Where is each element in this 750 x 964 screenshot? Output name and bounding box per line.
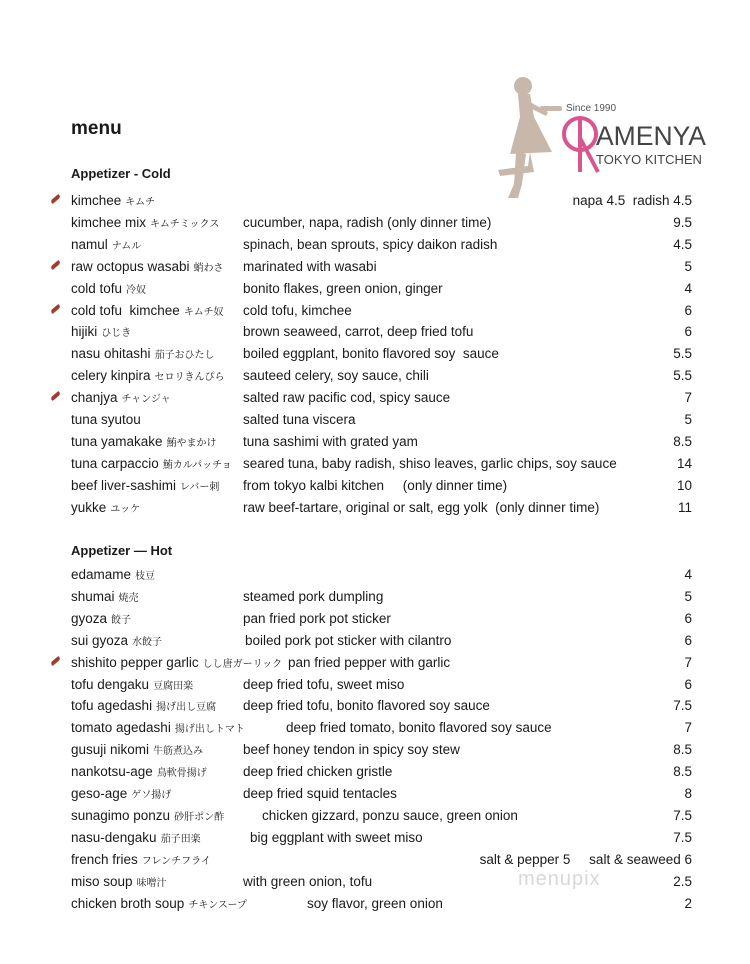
item-price: 8 bbox=[684, 786, 692, 801]
chili-pepper-icon bbox=[50, 391, 61, 401]
item-name-en: namul bbox=[71, 236, 108, 252]
item-name bbox=[71, 564, 155, 588]
item-name-jp: フレンチフライ bbox=[141, 855, 211, 867]
item-name bbox=[71, 739, 203, 763]
item-description: sauteed celery, soy sauce, chili bbox=[243, 368, 429, 384]
item-name-jp: 牛筋煮込み bbox=[153, 746, 204, 758]
item-name-en: tuna yamakake bbox=[71, 433, 163, 449]
item-name bbox=[71, 365, 225, 389]
item-price: 8.5 bbox=[673, 764, 692, 780]
item-description: chicken gizzard, ponzu sauce, green onion bbox=[262, 807, 518, 823]
item-name bbox=[71, 674, 193, 698]
item-name-jp: チキンスープ bbox=[188, 899, 247, 911]
item-name bbox=[71, 849, 211, 873]
item-description: deep fried chicken gristle bbox=[243, 764, 393, 780]
item-name-en: nasu ohitashi bbox=[71, 346, 151, 362]
menu-item bbox=[71, 586, 692, 608]
item-name-jp: 冷奴 bbox=[126, 284, 147, 296]
item-name bbox=[71, 321, 131, 345]
item-price: 7.5 bbox=[673, 829, 692, 845]
item-price: napa 4.5 radish 4.5 bbox=[572, 193, 692, 208]
item-name-en: nasu-dengaku bbox=[71, 829, 157, 845]
page-title: menu bbox=[71, 118, 122, 139]
item-price: 5 bbox=[684, 588, 692, 604]
waitress-silhouette-icon bbox=[490, 72, 720, 204]
item-name bbox=[71, 234, 141, 258]
item-name-en: gyoza bbox=[71, 610, 108, 626]
item-name bbox=[71, 343, 215, 367]
menu-item bbox=[71, 212, 692, 234]
item-description: with green onion, tofu bbox=[243, 873, 373, 889]
item-name-jp: 揚げ出しトマト bbox=[174, 724, 245, 736]
item-description: from tokyo kalbi kitchen (only dinner time) bbox=[243, 477, 508, 493]
item-price: 5.5 bbox=[673, 346, 692, 362]
item-name bbox=[71, 695, 216, 719]
chili-pepper-icon bbox=[50, 260, 61, 270]
section-heading: Appetizer — Hot bbox=[71, 543, 173, 558]
item-name bbox=[71, 783, 171, 807]
menu-item bbox=[71, 343, 692, 365]
item-name bbox=[71, 475, 219, 499]
item-price: 8.5 bbox=[673, 433, 692, 449]
menu-item bbox=[71, 190, 692, 212]
item-name-en: chanjya bbox=[71, 390, 118, 406]
chili-pepper-icon bbox=[50, 656, 61, 666]
item-name-en: cold tofu bbox=[71, 280, 123, 296]
item-price: 9.5 bbox=[673, 214, 692, 230]
item-price: 11 bbox=[677, 499, 692, 515]
item-name bbox=[71, 586, 139, 610]
item-price: 4 bbox=[684, 567, 692, 582]
item-name bbox=[71, 387, 171, 411]
menu-item bbox=[71, 256, 692, 278]
item-name-en: tuna carpaccio bbox=[71, 455, 159, 471]
item-name bbox=[71, 431, 217, 455]
item-price: 7 bbox=[684, 654, 692, 670]
item-price: 2.5 bbox=[673, 873, 692, 889]
item-price: 5.5 bbox=[673, 368, 692, 384]
item-name bbox=[71, 278, 146, 302]
menu-item bbox=[71, 783, 692, 805]
item-name-jp: 揚げ出し豆腐 bbox=[156, 702, 217, 714]
item-name-en: gusuji nikomi bbox=[71, 742, 150, 758]
item-description: boiled pork pot sticker with cilantro bbox=[245, 632, 452, 648]
item-name-jp: 茄子おひたし bbox=[154, 350, 215, 362]
item-price: 6 bbox=[684, 610, 692, 626]
item-name-jp: キムチ奴 bbox=[183, 306, 224, 318]
item-name-jp: 茄子田楽 bbox=[160, 833, 201, 845]
menu-item bbox=[71, 431, 692, 453]
menu-item bbox=[71, 717, 692, 739]
logo-brand: AMENYA bbox=[596, 121, 706, 151]
menu-item bbox=[71, 365, 692, 387]
item-description: cucumber, napa, radish (only dinner time) bbox=[243, 214, 492, 230]
item-description: deep fried tofu, bonito flavored soy sauce bbox=[243, 698, 490, 714]
menu-item bbox=[71, 893, 692, 915]
item-name-jp: 鮪カルパッチョ bbox=[162, 459, 232, 471]
item-name-jp: 砂肝ポン酢 bbox=[174, 811, 225, 823]
ramenya-logo bbox=[490, 72, 720, 204]
item-name-en: tomato agedashi bbox=[71, 720, 171, 736]
watermark: menupix bbox=[518, 868, 601, 890]
item-name-en: raw octopus wasabi bbox=[71, 258, 190, 274]
item-name-jp: 焼売 bbox=[118, 592, 139, 604]
item-name-en: french fries bbox=[71, 851, 138, 867]
menu-item bbox=[71, 739, 692, 761]
item-name bbox=[71, 827, 201, 851]
item-description: soy flavor, green onion bbox=[307, 895, 443, 911]
item-name-jp: キムチ bbox=[125, 197, 155, 208]
item-name bbox=[71, 497, 140, 521]
item-name-en: kimchee mix bbox=[71, 214, 147, 230]
menu-item bbox=[71, 827, 692, 849]
item-price: 5 bbox=[684, 412, 692, 427]
item-name-en: sui gyoza bbox=[71, 632, 129, 648]
item-price: 7 bbox=[684, 720, 692, 736]
item-price: 7.5 bbox=[673, 698, 692, 714]
item-name-en: tofu dengaku bbox=[71, 676, 150, 692]
item-description: deep fried tomato, bonito flavored soy sauce bbox=[286, 720, 552, 736]
menu-item bbox=[71, 674, 692, 696]
menu-item bbox=[71, 805, 692, 827]
item-price: 6 bbox=[684, 676, 692, 692]
item-name-en: edamame bbox=[71, 567, 132, 582]
menu-item bbox=[71, 475, 692, 497]
item-price: 8.5 bbox=[673, 742, 692, 758]
item-name bbox=[71, 630, 162, 654]
item-name-jp: ゲソ揚げ bbox=[131, 790, 172, 801]
menu-item bbox=[71, 234, 692, 256]
item-description: raw beef-tartare, original or salt, egg yolk (only dinner time) bbox=[243, 499, 600, 515]
item-name-en: beef liver-sashimi bbox=[71, 477, 177, 493]
menu-item bbox=[71, 497, 692, 519]
item-price: 6 bbox=[684, 324, 692, 340]
item-name-jp: ひじき bbox=[101, 328, 132, 340]
item-name bbox=[71, 608, 131, 632]
item-name-jp: 枝豆 bbox=[135, 571, 156, 582]
item-name-jp: チャンジャ bbox=[121, 394, 171, 406]
menu-item bbox=[71, 652, 692, 674]
item-name bbox=[71, 805, 224, 829]
item-name bbox=[71, 190, 155, 214]
item-description: pan fried pepper with garlic bbox=[288, 654, 451, 670]
item-price: 5 bbox=[684, 258, 692, 274]
logo-since: Since 1990 bbox=[566, 103, 617, 114]
item-price: 10 bbox=[676, 477, 692, 493]
item-name-en: chicken broth soup bbox=[71, 895, 185, 911]
item-name bbox=[71, 212, 219, 236]
item-name bbox=[71, 453, 232, 477]
menu-item bbox=[71, 387, 692, 409]
item-description: deep fried squid tentacles bbox=[243, 786, 397, 801]
chili-pepper-icon bbox=[50, 194, 61, 204]
item-description: bonito flakes, green onion, ginger bbox=[243, 280, 443, 296]
item-description: big eggplant with sweet miso bbox=[250, 829, 423, 845]
item-description: beef honey tendon in spicy soy stew bbox=[243, 742, 460, 758]
item-name-en: nankotsu-age bbox=[71, 764, 153, 780]
item-name bbox=[71, 256, 224, 280]
item-name-en: miso soup bbox=[71, 873, 133, 889]
item-description: brown seaweed, carrot, deep fried tofu bbox=[243, 324, 474, 340]
item-name-en: geso-age bbox=[71, 786, 128, 801]
item-name bbox=[71, 717, 245, 741]
item-price: 14 bbox=[676, 455, 692, 471]
item-price: 4 bbox=[684, 280, 692, 296]
item-name-jp: ナムル bbox=[111, 240, 142, 252]
item-name bbox=[71, 652, 282, 676]
item-price: 4.5 bbox=[673, 236, 692, 252]
item-name-en: shumai bbox=[71, 588, 115, 604]
menu-item bbox=[71, 321, 692, 343]
menu-item bbox=[71, 278, 692, 300]
item-description: marinated with wasabi bbox=[243, 258, 377, 274]
item-price: 2 bbox=[684, 895, 692, 911]
item-price: 7.5 bbox=[673, 807, 692, 823]
item-description: salted tuna viscera bbox=[243, 412, 356, 427]
item-name-en: sunagimo ponzu bbox=[71, 807, 171, 823]
menu-item bbox=[71, 300, 692, 322]
item-name-jp: 鳥軟骨揚げ bbox=[156, 768, 207, 780]
item-name-jp: 鮪やまかけ bbox=[166, 437, 217, 449]
menu-item bbox=[71, 409, 692, 431]
item-name-en: hijiki bbox=[71, 324, 98, 340]
item-name bbox=[71, 300, 224, 324]
item-price: 7 bbox=[684, 390, 692, 406]
item-name-jp: 水餃子 bbox=[132, 636, 163, 648]
item-name-jp: セロリきんぴら bbox=[154, 372, 225, 384]
item-price: salt & pepper 5 salt & seaweed 6 bbox=[479, 851, 692, 867]
item-name-jp: レバー刺 bbox=[180, 481, 220, 493]
section-heading: Appetizer - Cold bbox=[71, 166, 171, 181]
item-name-jp: キムチミックス bbox=[150, 218, 220, 230]
menu-item bbox=[71, 695, 692, 717]
item-name-jp: 豆腐田楽 bbox=[153, 680, 194, 692]
menu-item bbox=[71, 761, 692, 783]
item-description: boiled eggplant, bonito flavored soy sauce bbox=[243, 346, 499, 362]
item-description: tuna sashimi with grated yam bbox=[243, 433, 418, 449]
item-price: 6 bbox=[684, 632, 692, 648]
menu-item bbox=[71, 564, 692, 586]
item-name-jp: ユッケ bbox=[110, 503, 141, 515]
item-name-en: yukke bbox=[71, 499, 107, 515]
menu-item bbox=[71, 630, 692, 652]
item-name bbox=[71, 893, 247, 917]
menu-item bbox=[71, 453, 692, 475]
item-description: pan fried pork pot sticker bbox=[243, 610, 391, 626]
item-description: spinach, bean sprouts, spicy daikon radish bbox=[243, 236, 498, 252]
logo-subtitle: TOKYO KITCHEN bbox=[596, 152, 702, 167]
item-description: steamed pork dumpling bbox=[243, 588, 384, 604]
item-name-jp: 味噌汁 bbox=[136, 877, 167, 889]
item-description: salted raw pacific cod, spicy sauce bbox=[243, 390, 451, 406]
item-name bbox=[71, 761, 207, 785]
item-name bbox=[71, 871, 167, 895]
item-name-jp: 餃子 bbox=[111, 614, 132, 626]
item-name bbox=[71, 409, 141, 431]
item-name-jp: 蛸わさ bbox=[193, 262, 224, 274]
item-name-en: shishito pepper garlic bbox=[71, 654, 199, 670]
item-name-en: tofu agedashi bbox=[71, 698, 153, 714]
chili-pepper-icon bbox=[50, 303, 61, 313]
item-description: cold tofu, kimchee bbox=[243, 302, 352, 318]
item-name-en: kimchee bbox=[71, 193, 122, 208]
item-price: 6 bbox=[684, 302, 692, 318]
item-description: seared tuna, baby radish, shiso leaves, garlic chips, soy sauce bbox=[243, 455, 617, 471]
item-name-jp: しし唐ガーリック bbox=[202, 658, 283, 670]
item-name-en: celery kinpira bbox=[71, 368, 151, 384]
item-name-en: tuna syutou bbox=[71, 412, 141, 427]
item-description: deep fried tofu, sweet miso bbox=[243, 676, 405, 692]
item-name-en: cold tofu kimchee bbox=[71, 302, 180, 318]
menu-item bbox=[71, 608, 692, 630]
